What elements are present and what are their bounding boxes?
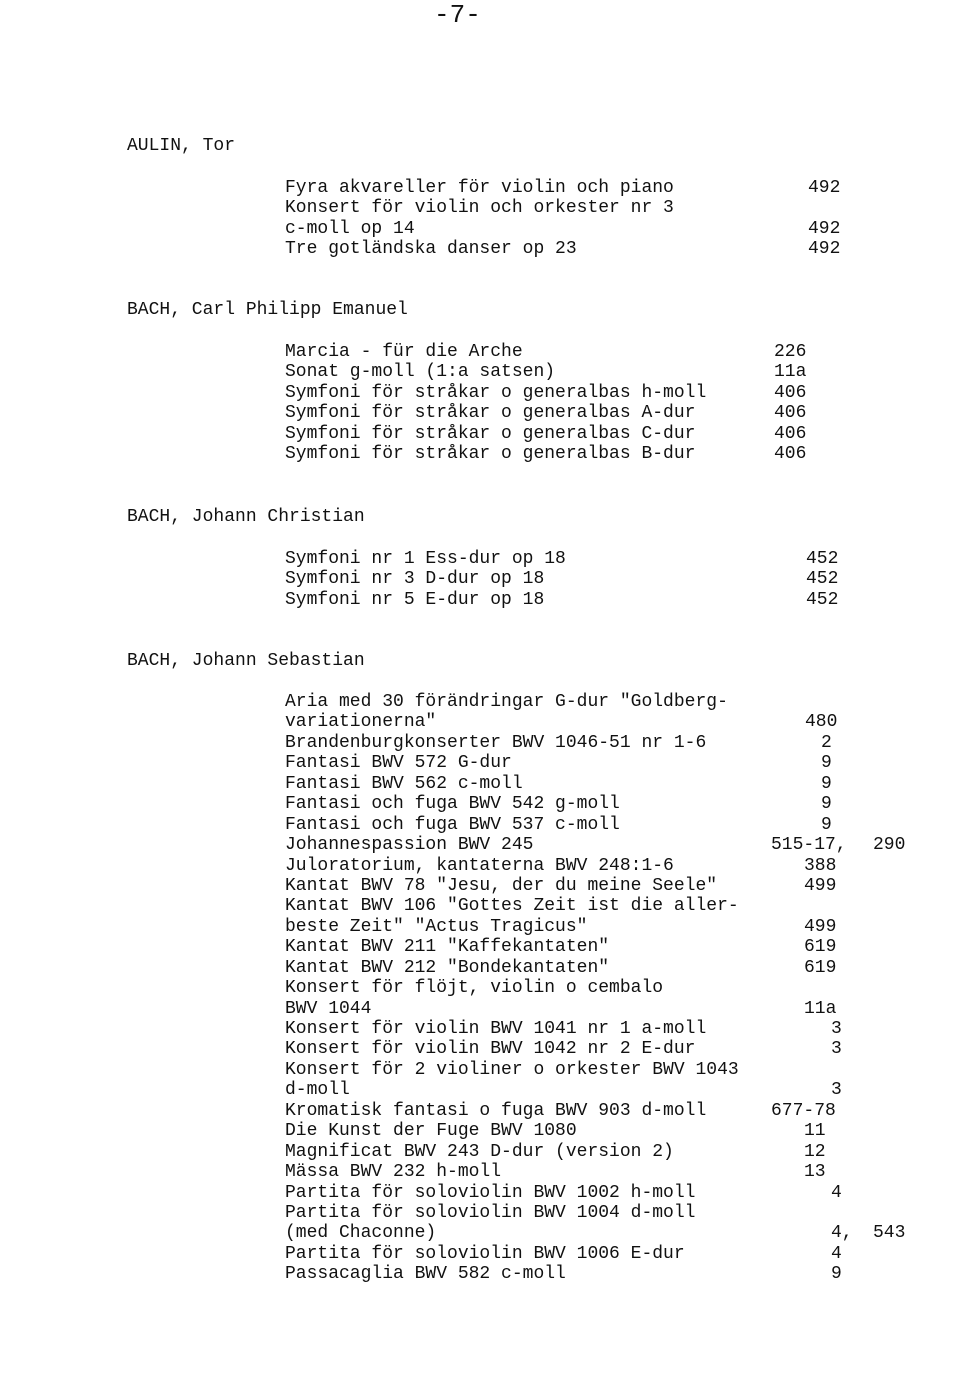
page-reference: 9 — [821, 814, 832, 835]
work-title: Symfoni för stråkar o generalbas B-dur — [285, 444, 696, 465]
work-title: Symfoni nr 3 D-dur op 18 — [285, 569, 545, 590]
work-title: (med Chaconne) — [285, 1223, 437, 1244]
work-title: Aria med 30 förändringar G-dur "Goldberg- — [285, 692, 728, 712]
work-entry — [285, 1019, 905, 1039]
page-reference: 406 — [774, 444, 807, 465]
page-reference: 619 — [804, 937, 837, 958]
page-reference: 452 — [806, 549, 839, 569]
work-title: Fantasi och fuga BWV 542 g-moll — [285, 794, 620, 815]
work-entry — [285, 835, 905, 855]
page-reference: 11 — [804, 1121, 826, 1142]
work-entry — [285, 1264, 905, 1284]
work-title: variationerna" — [285, 712, 437, 733]
page-reference: 406 — [774, 382, 807, 403]
work-title: Tre gotländska danser op 23 — [285, 239, 577, 260]
work-title: Konsert för violin BWV 1041 nr 1 a-moll — [285, 1019, 707, 1039]
work-entry — [285, 1223, 905, 1243]
work-entry — [285, 424, 905, 444]
work-entry — [285, 590, 905, 610]
work-title: Brandenburgkonserter BWV 1046-51 nr 1-6 — [285, 732, 707, 753]
page-reference: 2 — [821, 732, 832, 753]
work-entry — [285, 383, 905, 403]
page-reference: 3 — [831, 1080, 842, 1101]
page-reference: 406 — [774, 403, 807, 424]
work-title: d-moll — [285, 1080, 350, 1101]
page-reference: 480 — [805, 712, 838, 733]
work-entry — [285, 917, 905, 937]
work-title: Konsert för flöjt, violin o cembalo — [285, 978, 664, 999]
work-title: c-moll op 14 — [285, 218, 415, 239]
work-entry — [285, 1039, 905, 1059]
work-list — [285, 549, 905, 610]
work-title: Johannespassion BWV 245 — [285, 835, 534, 856]
work-entry — [285, 1244, 905, 1264]
work-entry — [285, 794, 905, 814]
work-title: BWV 1044 — [285, 998, 372, 1019]
work-title: Fantasi BWV 572 G-dur — [285, 753, 512, 774]
page-reference: 492 — [808, 178, 841, 198]
work-entry — [285, 937, 905, 957]
composer-heading: AULIN, Tor — [127, 136, 236, 156]
work-entry — [285, 1080, 905, 1100]
work-title: Fantasi BWV 562 c-moll — [285, 773, 523, 794]
work-entry — [285, 1142, 905, 1162]
work-entry — [285, 1183, 905, 1203]
work-title: Symfoni nr 1 Ess-dur op 18 — [285, 549, 566, 569]
work-entry — [285, 958, 905, 978]
page-reference: 452 — [806, 589, 839, 610]
work-title: Mässa BWV 232 h-moll — [285, 1162, 502, 1183]
page-number: -7- — [434, 0, 481, 30]
work-title: Partita för soloviolin BWV 1006 E-dur — [285, 1243, 685, 1264]
work-title: Symfoni för stråkar o generalbas A-dur — [285, 403, 696, 424]
work-title: beste Zeit" "Actus Tragicus" — [285, 916, 588, 937]
composer-heading: BACH, Johann Sebastian — [127, 651, 365, 671]
work-title: Marcia - für die Arche — [285, 342, 523, 362]
work-title: Kromatisk fantasi o fuga BWV 903 d-moll — [285, 1100, 707, 1121]
work-title: Juloratorium, kantaterna BWV 248:1-6 — [285, 855, 674, 876]
work-title: Magnificat BWV 243 D-dur (version 2) — [285, 1141, 674, 1162]
work-entry — [285, 549, 905, 569]
page-reference: 452 — [806, 569, 839, 590]
page-reference: 9 — [821, 773, 832, 794]
work-entry — [285, 774, 905, 794]
composer-heading: BACH, Carl Philipp Emanuel — [127, 300, 408, 320]
page-reference: 9 — [821, 794, 832, 815]
work-title: Konsert för 2 violiner o orkester BWV 1043 — [285, 1059, 739, 1080]
work-title: Konsert för violin och orkester nr 3 — [285, 198, 674, 219]
work-title: Kantat BWV 78 "Jesu, der du meine Seele" — [285, 875, 718, 896]
page-reference: 9 — [831, 1264, 842, 1285]
page-reference: 11a — [774, 362, 807, 383]
work-list — [285, 342, 905, 465]
page-reference-extra: 290 — [873, 835, 906, 856]
work-entry — [285, 753, 905, 773]
page-reference: 9 — [821, 753, 832, 774]
work-entry — [285, 876, 905, 896]
work-entry — [285, 239, 905, 259]
work-title: Kantat BWV 212 "Bondekantaten" — [285, 957, 610, 978]
work-entry — [285, 1121, 905, 1141]
work-title: Fantasi och fuga BWV 537 c-moll — [285, 814, 620, 835]
work-title: Partita för soloviolin BWV 1002 h-moll — [285, 1182, 696, 1203]
page-reference: 406 — [774, 423, 807, 444]
page-reference: 515-17, — [771, 835, 847, 856]
page-reference: 492 — [808, 239, 841, 260]
work-title: Passacaglia BWV 582 c-moll — [285, 1264, 566, 1285]
work-title: Symfoni för stråkar o generalbas C-dur — [285, 423, 696, 444]
work-entry — [285, 1060, 905, 1080]
work-entry — [285, 219, 905, 239]
work-entry — [285, 692, 905, 712]
work-entry — [285, 403, 905, 423]
page-reference: 4, — [831, 1223, 853, 1244]
work-list — [285, 692, 905, 1285]
page-reference: 12 — [804, 1141, 826, 1162]
work-entry — [285, 1162, 905, 1182]
work-title: Konsert för violin BWV 1042 nr 2 E-dur — [285, 1039, 696, 1060]
page-reference: 13 — [804, 1162, 826, 1183]
work-title: Symfoni nr 5 E-dur op 18 — [285, 589, 545, 610]
work-entry — [285, 1101, 905, 1121]
work-entry — [285, 569, 905, 589]
work-title: Sonat g-moll (1:a satsen) — [285, 362, 556, 383]
composer-heading: BACH, Johann Christian — [127, 507, 365, 527]
work-entry — [285, 896, 905, 916]
page-reference: 3 — [831, 1019, 842, 1039]
work-entry — [285, 733, 905, 753]
work-entry — [285, 362, 905, 382]
page-reference: 499 — [804, 875, 837, 896]
work-entry — [285, 978, 905, 998]
page-reference: 4 — [831, 1243, 842, 1264]
work-title: Symfoni för stråkar o generalbas h-moll — [285, 382, 707, 403]
work-title: Die Kunst der Fuge BWV 1080 — [285, 1121, 577, 1142]
work-entry — [285, 1203, 905, 1223]
page-reference: 4 — [831, 1182, 842, 1203]
work-entry — [285, 444, 905, 464]
work-entry — [285, 999, 905, 1019]
work-list — [285, 178, 905, 260]
work-title: Kantat BWV 106 "Gottes Zeit ist die aller- — [285, 896, 739, 917]
page-reference: 226 — [774, 342, 807, 362]
work-entry — [285, 815, 905, 835]
page-reference: 499 — [804, 916, 837, 937]
work-title: Fyra akvareller för violin och piano — [285, 178, 674, 198]
work-entry — [285, 198, 905, 218]
page-reference: 3 — [831, 1039, 842, 1060]
work-title: Partita för soloviolin BWV 1004 d-moll — [285, 1202, 696, 1223]
page-reference: 388 — [804, 855, 837, 876]
page-reference: 619 — [804, 957, 837, 978]
work-entry — [285, 712, 905, 732]
work-entry — [285, 178, 905, 198]
page-reference: 677-78 — [771, 1100, 836, 1121]
work-entry — [285, 856, 905, 876]
page-reference: 492 — [808, 218, 841, 239]
page-reference: 11a — [804, 998, 837, 1019]
work-title: Kantat BWV 211 "Kaffekantaten" — [285, 937, 610, 958]
page-reference-extra: 543 — [873, 1223, 906, 1244]
work-entry — [285, 342, 905, 362]
